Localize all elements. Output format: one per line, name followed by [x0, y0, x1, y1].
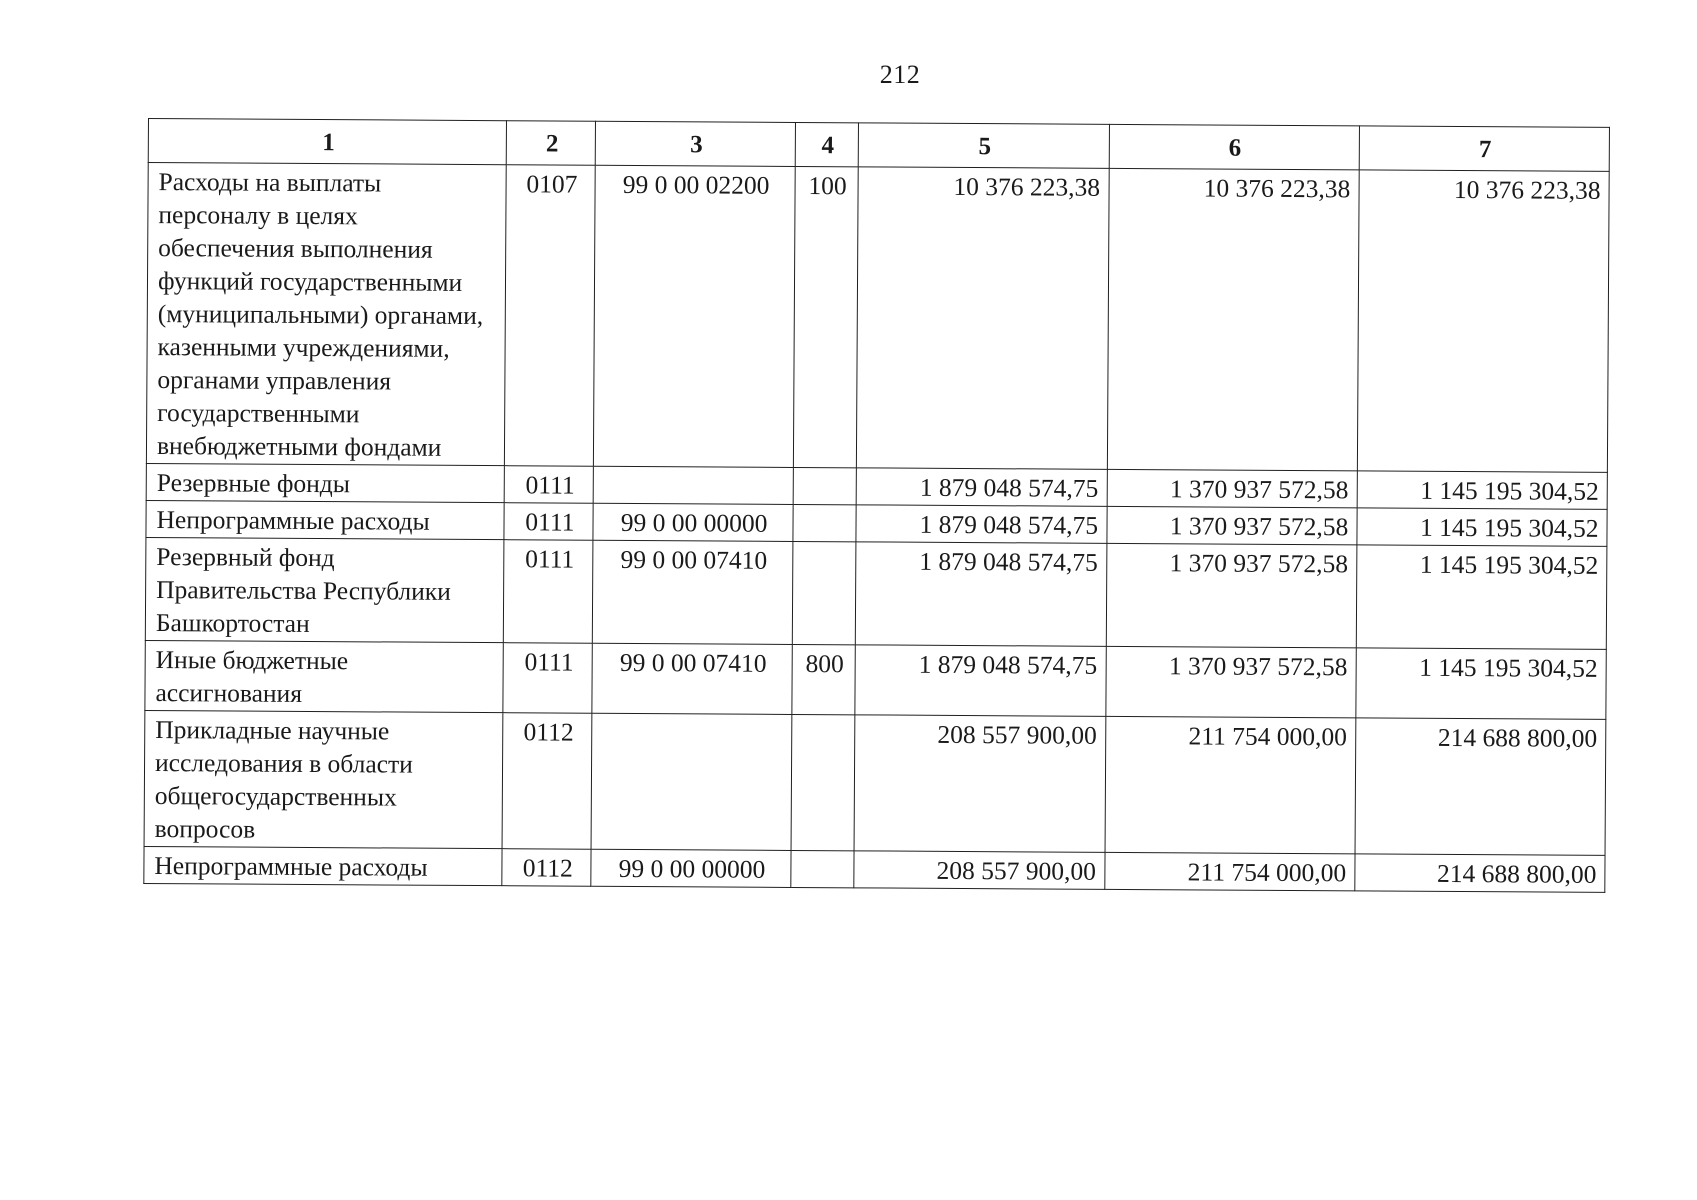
row-target-code: 99 0 00 07410 [593, 540, 793, 644]
budget-table [143, 118, 1610, 893]
row-amount-col5: 208 557 900,00 [854, 715, 1105, 853]
row-amount-col5: 1 879 048 574,75 [856, 542, 1107, 647]
row-amount-col7: 214 688 800,00 [1355, 718, 1606, 856]
page-number: 212 [879, 60, 921, 89]
row-amount-col7: 10 376 223,38 [1357, 170, 1609, 473]
row-amount-col5: 1 879 048 574,75 [856, 468, 1106, 507]
row-amount-col6: 211 754 000,00 [1105, 716, 1356, 854]
row-name: Резервные фонды [146, 463, 505, 502]
row-amount-col7: 1 145 195 304,52 [1357, 471, 1608, 510]
row-target-code: 99 0 00 02200 [594, 165, 795, 467]
row-name: Непрограммные расходы [146, 500, 505, 539]
row-name: Резервный фонд Правительства Республики Башкортостан [145, 537, 504, 642]
row-target-code [591, 713, 791, 850]
row-amount-col5: 10 376 223,38 [857, 167, 1109, 470]
row-amount-col7: 1 145 195 304,52 [1356, 545, 1607, 650]
row-section-code: 0107 [505, 165, 596, 467]
row-type-code: 800 [792, 644, 856, 714]
budget-table-container [143, 118, 1610, 893]
row-type-code [793, 504, 857, 541]
row-type-code [791, 714, 855, 850]
row-target-code [594, 466, 794, 504]
row-amount-col5: 208 557 900,00 [854, 851, 1104, 890]
row-name: Иные бюджетные ассигнования [145, 640, 504, 712]
row-amount-col6: 1 370 937 572,58 [1106, 506, 1356, 545]
row-amount-col5: 1 879 048 574,75 [856, 505, 1106, 544]
row-section-code: 0112 [502, 849, 591, 887]
row-amount-col7: 1 145 195 304,52 [1356, 648, 1607, 720]
row-section-code: 0111 [504, 540, 594, 644]
header-col-5: 5 [859, 123, 1109, 169]
row-name: Расходы на выплаты персоналу в целях обеспечения выполнения функций государственными (муниципальными) органами, казенными учреждениями, органами управления государственными внебюджетными фондами [146, 163, 506, 466]
row-amount-col6: 1 370 937 572,58 [1107, 469, 1357, 508]
row-name: Непрограммные расходы [144, 846, 503, 885]
header-col-3: 3 [596, 121, 796, 166]
row-amount-col5: 1 879 048 574,75 [855, 645, 1106, 717]
table-row [146, 163, 1609, 473]
row-section-code: 0111 [505, 466, 594, 504]
table-row [144, 710, 1606, 855]
row-target-code: 99 0 00 00000 [593, 503, 793, 541]
header-col-2: 2 [507, 121, 596, 166]
row-amount-col7: 214 688 800,00 [1355, 854, 1606, 893]
row-type-code: 100 [793, 166, 858, 467]
header-col-7: 7 [1359, 126, 1610, 172]
row-amount-col7: 1 145 195 304,52 [1357, 508, 1608, 547]
row-type-code [793, 467, 857, 504]
row-section-code: 0111 [504, 503, 593, 541]
row-name: Прикладные научные исследования в области общегосударственных вопросов [144, 710, 503, 848]
header-col-4: 4 [795, 122, 859, 166]
row-type-code [792, 541, 856, 644]
row-target-code: 99 0 00 00000 [591, 849, 791, 887]
table-row [145, 640, 1606, 719]
row-section-code: 0112 [502, 713, 592, 850]
header-col-1: 1 [148, 119, 507, 165]
row-type-code [791, 850, 855, 887]
row-amount-col6: 1 370 937 572,58 [1106, 543, 1357, 648]
row-section-code: 0111 [503, 643, 592, 714]
header-col-6: 6 [1109, 124, 1359, 170]
row-amount-col6: 211 754 000,00 [1104, 852, 1354, 891]
table-row [145, 537, 1607, 649]
row-amount-col6: 10 376 223,38 [1107, 168, 1359, 471]
row-target-code: 99 0 00 07410 [592, 643, 792, 714]
table-row [144, 846, 1605, 892]
row-amount-col6: 1 370 937 572,58 [1105, 646, 1356, 718]
